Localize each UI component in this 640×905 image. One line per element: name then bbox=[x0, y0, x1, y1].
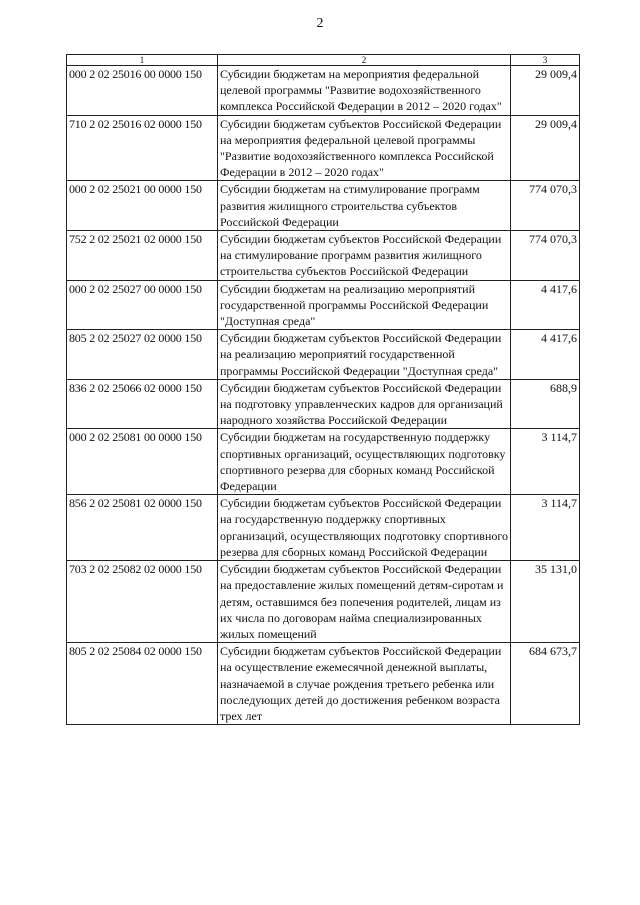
row-amount: 3 114,7 bbox=[511, 495, 580, 561]
row-code: 000 2 02 25021 00 0000 150 bbox=[67, 181, 218, 231]
row-amount: 774 070,3 bbox=[511, 231, 580, 281]
table-row bbox=[67, 280, 580, 330]
table-row bbox=[67, 330, 580, 380]
table-row bbox=[67, 561, 580, 643]
row-name: Субсидии бюджетам субъектов Российской Федерации на предоставление жилых помещений детям-сиротам и детям, оставшимся без попечения родителей, лицам из их числа по договорам найма специализированных жилых помещений bbox=[218, 561, 511, 643]
row-amount: 29 009,4 bbox=[511, 115, 580, 181]
column-header-amount: 3 bbox=[511, 55, 580, 66]
row-code: 856 2 02 25081 02 0000 150 bbox=[67, 495, 218, 561]
row-name: Субсидии бюджетам субъектов Российской Федерации на подготовку управленческих кадров для организаций народного хозяйства Российской Федерации bbox=[218, 379, 511, 429]
row-amount: 4 417,6 bbox=[511, 280, 580, 330]
row-name: Субсидии бюджетам на государственную поддержку спортивных организаций, осуществляющих подготовку спортивного резерва для сборных команд Российской Федерации bbox=[218, 429, 511, 495]
row-code: 805 2 02 25027 02 0000 150 bbox=[67, 330, 218, 380]
row-code: 703 2 02 25082 02 0000 150 bbox=[67, 561, 218, 643]
table-row bbox=[67, 66, 580, 116]
budget-table bbox=[66, 54, 580, 725]
row-name: Субсидии бюджетам на реализацию мероприятий государственной программы Российской Федерации "Доступная среда" bbox=[218, 280, 511, 330]
row-code: 836 2 02 25066 02 0000 150 bbox=[67, 379, 218, 429]
row-amount: 4 417,6 bbox=[511, 330, 580, 380]
row-name: Субсидии бюджетам субъектов Российской Федерации на осуществление ежемесячной денежной выплаты, назначаемой в случае рождения третьего ребенка или последующих детей до достижения ребенком возраста трех лет bbox=[218, 643, 511, 725]
row-name: Субсидии бюджетам на стимулирование программ развития жилищного строительства субъектов Российской Федерации bbox=[218, 181, 511, 231]
row-amount: 3 114,7 bbox=[511, 429, 580, 495]
row-name: Субсидии бюджетам субъектов Российской Федерации на мероприятия федеральной целевой программы "Развитие водохозяйственного комплекса Российской Федерации в 2012 – 2020 годах" bbox=[218, 115, 511, 181]
row-amount: 35 131,0 bbox=[511, 561, 580, 643]
table-header-row bbox=[67, 55, 580, 66]
row-name: Субсидии бюджетам субъектов Российской Федерации на государственную поддержку спортивных организаций, осуществляющих подготовку спортивного резерва для сборных команд Российской Федерации bbox=[218, 495, 511, 561]
row-name: Субсидии бюджетам субъектов Российской Федерации на реализацию мероприятий государственной программы Российской Федерации "Доступная среда" bbox=[218, 330, 511, 380]
table-row bbox=[67, 429, 580, 495]
row-code: 000 2 02 25081 00 0000 150 bbox=[67, 429, 218, 495]
page-number: 2 bbox=[316, 16, 324, 31]
table-row bbox=[67, 115, 580, 181]
row-name: Субсидии бюджетам субъектов Российской Федерации на стимулирование программ развития жилищного строительства субъектов Российской Федерации bbox=[218, 231, 511, 281]
table-row bbox=[67, 181, 580, 231]
row-amount: 684 673,7 bbox=[511, 643, 580, 725]
table-row bbox=[67, 379, 580, 429]
row-code: 805 2 02 25084 02 0000 150 bbox=[67, 643, 218, 725]
table-row bbox=[67, 231, 580, 281]
row-code: 710 2 02 25016 02 0000 150 bbox=[67, 115, 218, 181]
column-header-name: 2 bbox=[218, 55, 511, 66]
table-row bbox=[67, 495, 580, 561]
row-amount: 29 009,4 bbox=[511, 66, 580, 116]
row-amount: 774 070,3 bbox=[511, 181, 580, 231]
row-name: Субсидии бюджетам на мероприятия федеральной целевой программы "Развитие водохозяйственного комплекса Российской Федерации в 2012 – 2020 годах" bbox=[218, 66, 511, 116]
row-code: 000 2 02 25016 00 0000 150 bbox=[67, 66, 218, 116]
column-header-code: 1 bbox=[67, 55, 218, 66]
row-code: 000 2 02 25027 00 0000 150 bbox=[67, 280, 218, 330]
table-row bbox=[67, 643, 580, 725]
row-amount: 688,9 bbox=[511, 379, 580, 429]
row-code: 752 2 02 25021 02 0000 150 bbox=[67, 231, 218, 281]
